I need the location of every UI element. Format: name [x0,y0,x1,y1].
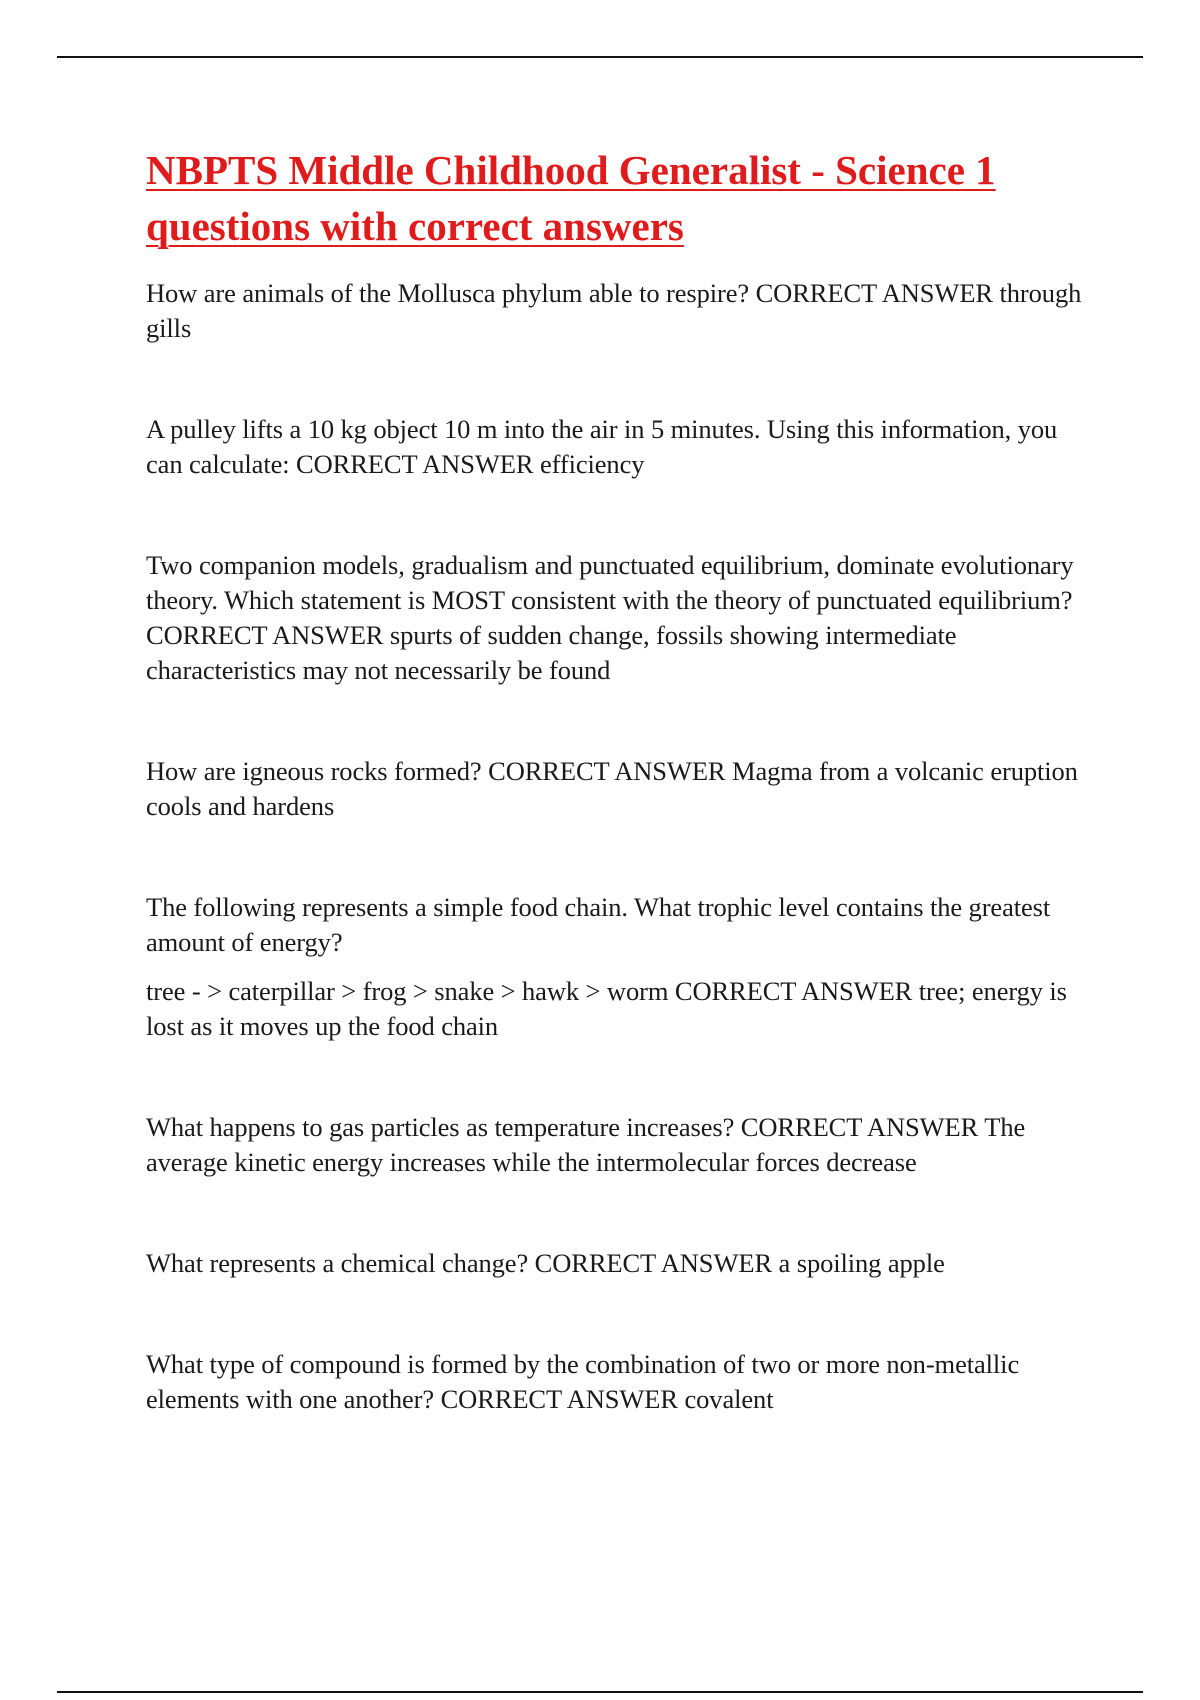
qa-answer: tree - > caterpillar > frog > snake > hawk > worm CORRECT ANSWER tree; energy is lost as it moves up the food chain [146,976,1067,1041]
qa-item-5 [146,890,1096,1044]
qa-text: What represents a chemical change? CORRECT ANSWER a spoiling apple [146,1248,945,1278]
qa-item-4 [146,754,1096,824]
qa-text: A pulley lifts a 10 kg object 10 m into the air in 5 minutes. Using this information, you can calculate: CORRECT ANSWER efficiency [146,414,1058,479]
top-rule [57,56,1143,58]
qa-text: What happens to gas particles as temperature increases? CORRECT ANSWER The average kinetic energy increases while the intermolecular forces decrease [146,1112,1026,1177]
qa-item-3 [146,548,1096,688]
qa-item-1 [146,276,1096,346]
qa-item-8 [146,1347,1096,1417]
qa-item-7 [146,1246,1096,1281]
document-title: NBPTS Middle Childhood Generalist - Science 1 questions with correct answers [146,147,996,249]
document-body [146,142,1096,1483]
qa-text: Two companion models, gradualism and punctuated equilibrium, dominate evolutionary theory. Which statement is MOST consistent with the theory of punctuated equilibrium? CORRECT ANSWER spurts of sudden change, fossils showing intermediate characteristics may not necessarily be found [146,550,1074,685]
qa-text: How are igneous rocks formed? CORRECT ANSWER Magma from a volcanic eruption cools and hardens [146,756,1078,821]
bottom-rule [57,1691,1143,1693]
qa-item-6 [146,1110,1096,1180]
qa-text: What type of compound is formed by the combination of two or more non-metallic elements with one another? CORRECT ANSWER covalent [146,1349,1020,1414]
qa-question: The following represents a simple food chain. What trophic level contains the greatest amount of energy? [146,892,1051,957]
qa-item-2 [146,412,1096,482]
qa-text: How are animals of the Mollusca phylum able to respire? CORRECT ANSWER through gills [146,278,1082,343]
